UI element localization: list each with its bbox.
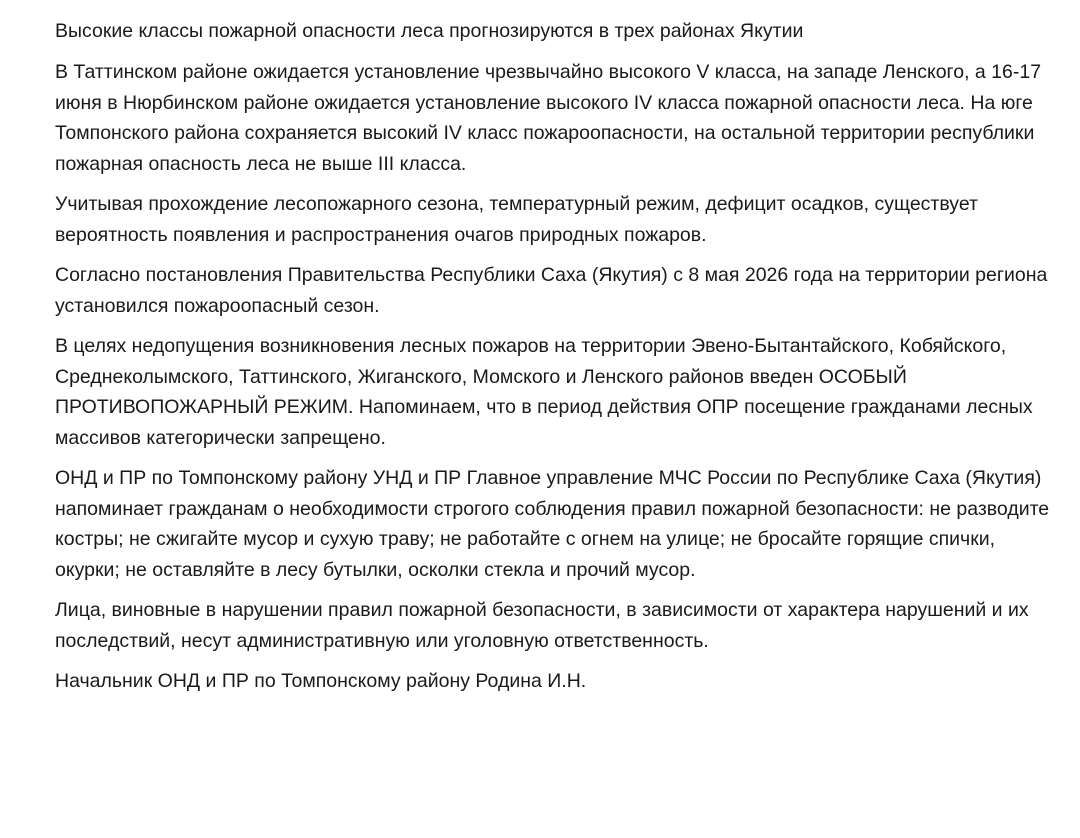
paragraph-safety-rules: ОНД и ПР по Томпонскому району УНД и ПР Главное управление МЧС России по Республике Саха (Якутия) напоминает гражданам о необходимости строгого соблюдения правил пожарной безопасности: не разводите костры; не сжигайте мусор и сухую траву; не работайте с огнем на улице; не бросайте горящие спички, окурки; не оставляйте в лесу бутылки, осколки стекла и прочий мусор. [55,467,1050,581]
paragraph-signature: Начальник ОНД и ПР по Томпонскому району Родина И.Н. [55,670,587,692]
paragraph-season-risk: Учитывая прохождение лесопожарного сезона, температурный режим, дефицит осадков, существует вероятность появления и распространения очагов природных пожаров. [55,193,978,246]
paragraph-forecast: В Таттинском районе ожидается установление чрезвычайно высокого V класса, на западе Ленского, а 16-17 июня в Нюрбинском районе ожидается установление высокого IV класса пожарной опасности леса. На юге Томпонского района сохраняется высокий IV класс пожароопасности, на остальной территории республики пожарная опасность леса не выше III класса. [55,61,1042,175]
paragraph-liability: Лица, виновные в нарушении правил пожарной безопасности, в зависимости от характера нарушений и их последствий, несут административную или уголовную ответственность. [55,599,1029,652]
article-headline: Высокие классы пожарной опасности леса прогнозируются в трех районах Якутии [55,20,804,42]
paragraph-decree: Согласно постановления Правительства Республики Саха (Якутия) с 8 мая 2026 года на территории региона установился пожароопасный сезон. [55,264,1048,317]
paragraph-special-regime: В целях недопущения возникновения лесных пожаров на территории Эвено-Бытантайского, Кобяйского, Среднеколымского, Таттинского, Жиганского, Момского и Ленского районов введен ОСОБЫЙ ПРОТИВОПОЖАРНЫЙ РЕЖИМ. Напоминаем, что в период действия ОПР посещение гражданами лесных массивов категорически запрещено. [55,335,1033,449]
